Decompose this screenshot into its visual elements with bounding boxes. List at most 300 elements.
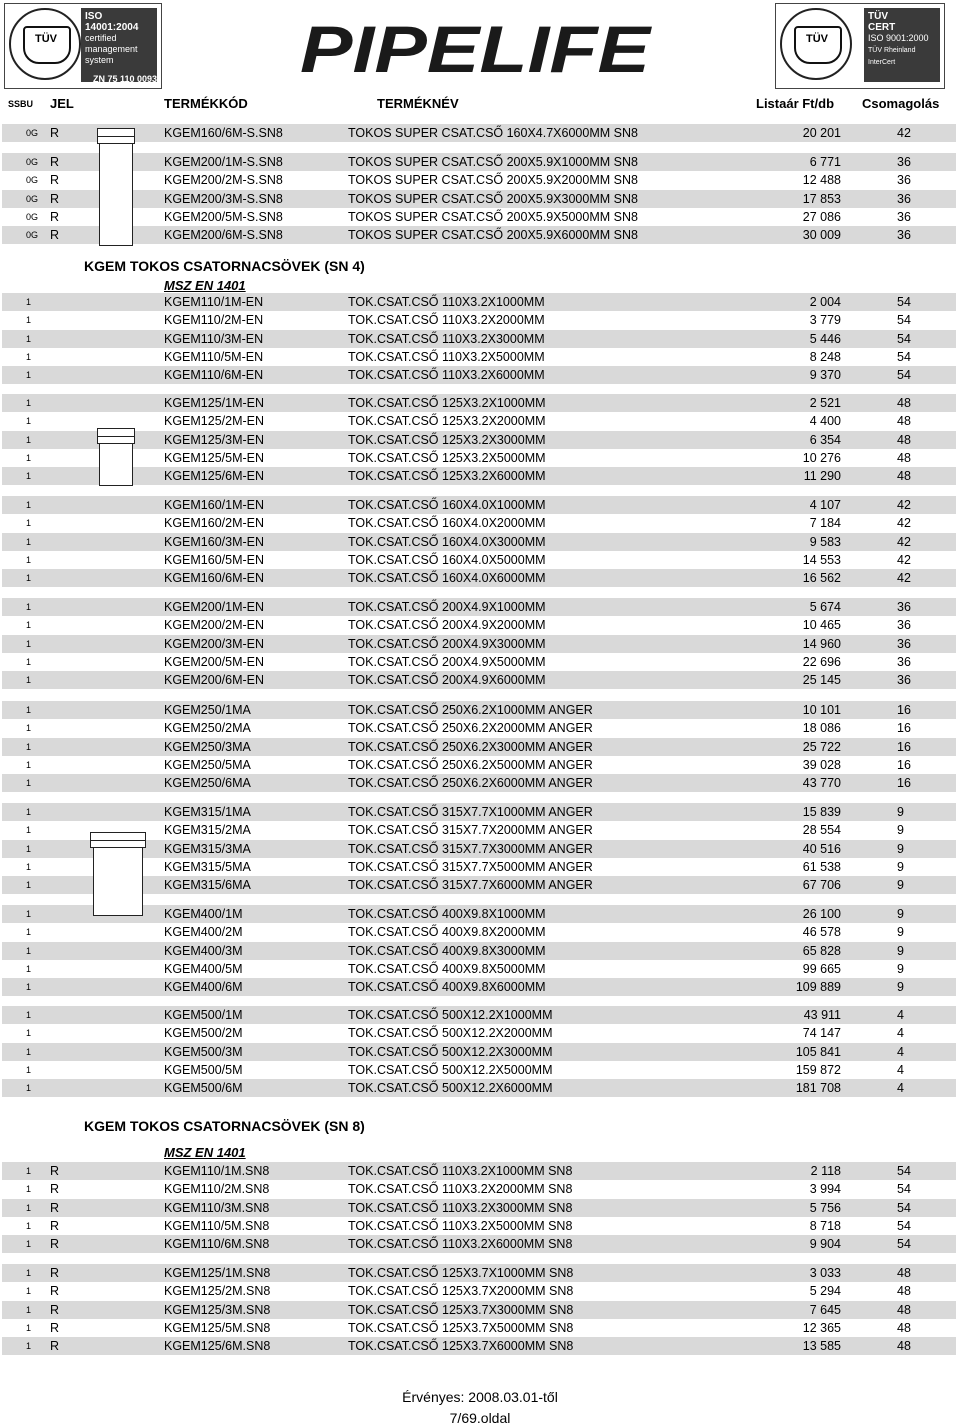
table-row — [2, 293, 956, 311]
cell-name: TOK.CSAT.CSŐ 110X3.2X6000MM SN8 — [348, 1237, 573, 1252]
cell-ssbu: 1 — [26, 602, 32, 612]
cell-name: TOKOS SUPER CSAT.CSŐ 200X5.9X6000MM SN8 — [348, 228, 638, 243]
cell-ssbu: 1 — [26, 675, 32, 686]
cell-pack: 54 — [897, 295, 911, 309]
cell-name: TOK.CSAT.CSŐ 250X6.2X6000MM ANGER — [348, 776, 593, 791]
cell-ssbu: 1 — [26, 723, 32, 734]
cert-text-box: ISO 14001:2004 certified management system — [81, 8, 157, 82]
table-row — [2, 960, 956, 978]
cell-name: TOK.CSAT.CSŐ 500X12.2X6000MM — [348, 1081, 553, 1096]
cell-pack: 36 — [897, 173, 911, 188]
cell-jel: R — [50, 209, 60, 224]
cell-code: KGEM500/5M — [164, 1062, 243, 1077]
cell-pack: 42 — [897, 516, 911, 531]
cell-ssbu: 1 — [26, 1083, 32, 1094]
cell-price: 159 872 — [795, 1062, 841, 1077]
cell-jel: R — [50, 1284, 60, 1299]
table-row — [2, 942, 956, 960]
cell-code: KGEM125/5M.SN8 — [164, 1320, 271, 1335]
cell-pack: 16 — [897, 703, 911, 717]
cell-code: KGEM160/6M-S.SN8 — [164, 126, 283, 140]
cell-code: KGEM110/5M.SN8 — [164, 1218, 270, 1233]
cell-ssbu: 1 — [26, 705, 32, 715]
table-row — [2, 671, 956, 689]
cell-ssbu: 1 — [26, 1304, 32, 1315]
cell-name: TOKOS SUPER CSAT.CSŐ 200X5.9X2000MM SN8 — [348, 173, 638, 188]
cell-jel: R — [50, 191, 60, 206]
cell-pack: 48 — [897, 1302, 911, 1317]
cell-price: 8 718 — [809, 1218, 841, 1233]
cell-price: 6 354 — [809, 432, 841, 447]
cell-price: 20 201 — [802, 126, 841, 140]
table-row — [2, 719, 956, 737]
cell-name: TOK.CSAT.CSŐ 200X4.9X6000MM — [348, 673, 546, 688]
cell-pack: 54 — [897, 1164, 911, 1178]
cell-code: KGEM400/1M — [164, 907, 243, 921]
cell-name: TOK.CSAT.CSŐ 125X3.2X2000MM — [348, 414, 546, 429]
cell-pack: 9 — [897, 841, 904, 856]
cell-name: TOK.CSAT.CSŐ 400X9.8X1000MM — [348, 907, 546, 921]
cell-ssbu: 0G — [26, 157, 39, 167]
cell-code: KGEM110/5M-EN — [164, 349, 264, 364]
cell-ssbu: 1 — [26, 807, 32, 817]
cell-price: 5 756 — [809, 1200, 841, 1215]
cell-code: KGEM250/2MA — [164, 721, 251, 736]
cell-price: 27 086 — [802, 209, 841, 224]
cell-price: 25 145 — [802, 673, 841, 688]
col-header-code: TERMÉKKÓD — [164, 96, 248, 111]
cell-name: TOK.CSAT.CSŐ 200X4.9X2000MM — [348, 618, 546, 633]
cell-code: KGEM400/5M — [164, 961, 243, 976]
cell-pack: 54 — [897, 1218, 911, 1233]
cell-price: 6 771 — [809, 155, 841, 169]
cell-price: 46 578 — [802, 925, 841, 940]
cell-price: 7 184 — [809, 516, 841, 531]
cell-name: TOK.CSAT.CSŐ 110X3.2X1000MM — [348, 295, 545, 309]
cell-ssbu: 1 — [26, 927, 32, 938]
cell-code: KGEM250/3MA — [164, 739, 251, 754]
cell-price: 9 904 — [809, 1237, 841, 1252]
cell-name: TOKOS SUPER CSAT.CSŐ 200X5.9X1000MM SN8 — [348, 155, 638, 169]
section-title-sn4: KGEM TOKOS CSATORNACSÖVEK (SN 4) — [84, 258, 365, 274]
cell-price: 181 708 — [795, 1081, 841, 1096]
cell-pack: 36 — [897, 636, 911, 651]
cell-price: 26 100 — [802, 907, 841, 921]
cell-code: KGEM400/6M — [164, 980, 243, 995]
cell-price: 3 779 — [809, 313, 841, 328]
cell-ssbu: 1 — [26, 759, 32, 770]
table-row — [2, 1319, 956, 1337]
cell-code: KGEM160/6M-EN — [164, 571, 265, 586]
table-row — [2, 431, 956, 449]
cell-ssbu: 1 — [26, 843, 32, 854]
table-row — [2, 738, 956, 756]
table-row — [2, 1079, 956, 1097]
cell-pack: 9 — [897, 961, 904, 976]
cell-pack: 9 — [897, 943, 904, 958]
cell-name: TOK.CSAT.CSŐ 315X7.7X1000MM ANGER — [348, 805, 593, 819]
col-header-pack: Csomagolás — [862, 96, 940, 111]
cell-name: TOK.CSAT.CSŐ 125X3.7X5000MM SN8 — [348, 1320, 574, 1335]
cell-code: KGEM160/1M-EN — [164, 498, 265, 512]
cell-ssbu: 1 — [26, 297, 32, 307]
cell-pack: 36 — [897, 228, 911, 243]
cell-code: KGEM110/2M-EN — [164, 313, 264, 328]
cell-price: 30 009 — [802, 228, 841, 243]
cell-name: TOK.CSAT.CSŐ 110X3.2X5000MM SN8 — [348, 1218, 573, 1233]
table-row — [2, 774, 956, 792]
cell-pack: 42 — [897, 498, 911, 512]
cell-code: KGEM315/5MA — [164, 859, 251, 874]
cell-name: TOK.CSAT.CSŐ 250X6.2X2000MM ANGER — [348, 721, 593, 736]
cell-price: 8 248 — [809, 349, 841, 364]
cell-ssbu: 1 — [26, 1202, 32, 1213]
cell-pack: 54 — [897, 313, 911, 328]
table-row — [2, 551, 956, 569]
cell-price: 9 583 — [809, 534, 841, 549]
table-row — [2, 394, 956, 412]
cell-jel: R — [50, 1164, 60, 1178]
cell-pack: 48 — [897, 432, 911, 447]
cell-name: TOK.CSAT.CSŐ 400X9.8X2000MM — [348, 925, 546, 940]
cell-price: 39 028 — [802, 757, 841, 772]
cell-ssbu: 1 — [26, 398, 32, 408]
cell-pack: 42 — [897, 552, 911, 567]
cell-code: KGEM125/2M.SN8 — [164, 1284, 271, 1299]
table-row — [2, 1006, 956, 1024]
cell-pack: 9 — [897, 805, 904, 819]
cell-code: KGEM125/1M-EN — [164, 396, 265, 410]
cell-ssbu: 1 — [26, 315, 32, 326]
cell-name: TOK.CSAT.CSŐ 160X4.0X3000MM — [348, 534, 546, 549]
cert-number: ZN 75 110 0093 — [93, 74, 158, 84]
cell-ssbu: 1 — [26, 370, 32, 381]
cell-price: 65 828 — [802, 943, 841, 958]
cell-code: KGEM315/3MA — [164, 841, 251, 856]
cell-pack: 54 — [897, 1182, 911, 1197]
table-row — [2, 366, 956, 384]
cell-price: 16 562 — [802, 571, 841, 586]
cell-ssbu: 1 — [26, 909, 32, 919]
cell-price: 4 400 — [809, 414, 841, 429]
cell-pack: 4 — [897, 1062, 904, 1077]
cell-price: 12 488 — [802, 173, 841, 188]
cell-price: 43 911 — [803, 1008, 841, 1022]
cell-price: 13 585 — [802, 1339, 841, 1354]
cell-name: TOKOS SUPER CSAT.CSŐ 160X4.7X6000MM SN8 — [348, 126, 638, 140]
cell-pack: 48 — [897, 1339, 911, 1354]
cell-ssbu: 1 — [26, 1166, 32, 1176]
cell-code: KGEM315/6MA — [164, 878, 251, 893]
cell-name: TOK.CSAT.CSŐ 110X3.2X3000MM SN8 — [348, 1200, 573, 1215]
cell-pack: 42 — [897, 534, 911, 549]
cell-pack: 54 — [897, 1237, 911, 1252]
page-number: 7/69.oldal — [449, 1410, 511, 1426]
cell-price: 61 538 — [802, 859, 841, 874]
cell-price: 74 147 — [802, 1026, 841, 1041]
cell-jel: R — [50, 228, 60, 243]
cell-jel: R — [50, 1320, 60, 1335]
col-header-name: TERMÉKNÉV — [377, 96, 459, 111]
table-row — [2, 412, 956, 430]
cell-price: 43 770 — [802, 776, 841, 791]
table-row — [2, 1061, 956, 1079]
cell-ssbu: 1 — [26, 573, 32, 584]
cell-pack: 16 — [897, 721, 911, 736]
cell-jel: R — [50, 1339, 60, 1354]
cell-ssbu: 1 — [26, 1341, 32, 1352]
cell-name: TOK.CSAT.CSŐ 125X3.2X6000MM — [348, 469, 546, 484]
cell-code: KGEM400/3M — [164, 943, 243, 958]
cell-name: TOK.CSAT.CSŐ 110X3.2X2000MM — [348, 313, 545, 328]
cell-price: 10 101 — [802, 703, 841, 717]
seal-label: TÜV — [35, 33, 57, 45]
cell-ssbu: 1 — [26, 351, 32, 362]
cell-ssbu: 1 — [26, 1322, 32, 1333]
cell-price: 18 086 — [802, 721, 841, 736]
cell-pack: 36 — [897, 209, 911, 224]
tuv-seal-icon — [9, 8, 81, 80]
table-row — [2, 1337, 956, 1355]
cell-pack: 54 — [897, 331, 911, 346]
cell-price: 12 365 — [802, 1320, 841, 1335]
cell-ssbu: 1 — [26, 452, 32, 463]
cell-price: 40 516 — [802, 841, 841, 856]
cell-price: 3 033 — [809, 1266, 841, 1280]
cell-code: KGEM125/3M.SN8 — [164, 1302, 271, 1317]
cell-price: 9 370 — [809, 368, 841, 383]
cell-code: KGEM500/3M — [164, 1044, 243, 1059]
table-row — [2, 514, 956, 532]
cell-price: 22 696 — [802, 654, 841, 669]
cell-ssbu: 1 — [26, 1286, 32, 1297]
cell-ssbu: 1 — [26, 554, 32, 565]
cell-jel: R — [50, 1266, 60, 1280]
cell-ssbu: 1 — [26, 333, 32, 344]
table-row — [2, 756, 956, 774]
cell-code: KGEM125/1M.SN8 — [164, 1266, 271, 1280]
cell-jel: R — [50, 1218, 60, 1233]
col-header-ssbu: SSBU — [8, 99, 34, 109]
pipe-icon — [97, 128, 135, 246]
cell-ssbu: 1 — [26, 825, 32, 836]
cell-price: 5 294 — [809, 1284, 841, 1299]
cell-pack: 16 — [897, 757, 911, 772]
cell-code: KGEM125/6M.SN8 — [164, 1339, 271, 1354]
cell-ssbu: 0G — [26, 230, 39, 241]
cell-pack: 16 — [897, 776, 911, 791]
cell-pack: 9 — [897, 980, 904, 995]
cell-code: KGEM110/3M-EN — [164, 331, 264, 346]
cell-code: KGEM250/5MA — [164, 757, 251, 772]
cell-ssbu: 0G — [26, 175, 39, 186]
cell-price: 2 521 — [809, 396, 841, 410]
cell-pack: 4 — [897, 1044, 904, 1059]
table-row — [2, 1180, 956, 1198]
cell-pack: 54 — [897, 349, 911, 364]
cell-pack: 48 — [897, 1284, 911, 1299]
table-row — [2, 569, 956, 587]
cell-code: KGEM200/6M-EN — [164, 673, 265, 688]
cell-ssbu: 1 — [26, 1220, 32, 1231]
cell-name: TOK.CSAT.CSŐ 110X3.2X6000MM — [348, 368, 545, 383]
iso-14001-certificate-badge — [4, 3, 162, 89]
cell-ssbu: 1 — [26, 620, 32, 631]
cell-code: KGEM200/1M-S.SN8 — [164, 155, 283, 169]
cell-jel: R — [50, 1200, 60, 1215]
cell-name: TOK.CSAT.CSŐ 125X3.2X5000MM — [348, 450, 546, 465]
cell-price: 14 553 — [802, 552, 841, 567]
table-row — [2, 348, 956, 366]
cell-pack: 48 — [897, 414, 911, 429]
cell-name: TOK.CSAT.CSŐ 200X4.9X1000MM — [348, 600, 546, 614]
cell-jel: R — [50, 173, 60, 188]
cell-name: TOK.CSAT.CSŐ 400X9.8X3000MM — [348, 943, 546, 958]
cell-code: KGEM200/3M-EN — [164, 636, 265, 651]
cell-pack: 48 — [897, 1320, 911, 1335]
cell-name: TOK.CSAT.CSŐ 315X7.7X6000MM ANGER — [348, 878, 593, 893]
col-header-price: Listaár Ft/db — [756, 96, 835, 111]
cell-code: KGEM200/5M-S.SN8 — [164, 209, 283, 224]
table-row — [2, 923, 956, 941]
cell-price: 5 674 — [809, 600, 841, 614]
table-row — [2, 1301, 956, 1319]
cell-name: TOKOS SUPER CSAT.CSŐ 200X5.9X3000MM SN8 — [348, 191, 638, 206]
cell-ssbu: 1 — [26, 416, 32, 427]
cell-code: KGEM160/2M-EN — [164, 516, 265, 531]
cell-pack: 9 — [897, 878, 904, 893]
cell-code: KGEM315/1MA — [164, 805, 251, 819]
table-row — [2, 803, 956, 821]
cell-jel: R — [50, 1302, 60, 1317]
cell-pack: 4 — [897, 1008, 904, 1022]
cell-ssbu: 1 — [26, 518, 32, 529]
cell-pack: 36 — [897, 191, 911, 206]
cell-ssbu: 0G — [26, 193, 39, 204]
cell-ssbu: 1 — [26, 982, 32, 993]
cell-pack: 9 — [897, 823, 904, 838]
cell-ssbu: 1 — [26, 656, 32, 667]
cell-pack: 9 — [897, 859, 904, 874]
table-row — [2, 311, 956, 329]
table-row — [2, 208, 956, 226]
cell-price: 17 853 — [802, 191, 841, 206]
cell-pack: 9 — [897, 907, 904, 921]
cell-name: TOK.CSAT.CSŐ 250X6.2X5000MM ANGER — [348, 757, 593, 772]
cell-pack: 42 — [897, 126, 911, 140]
cell-name: TOK.CSAT.CSŐ 400X9.8X5000MM — [348, 961, 546, 976]
cell-code: KGEM110/1M-EN — [164, 295, 264, 309]
cell-code: KGEM160/5M-EN — [164, 552, 265, 567]
table-row — [2, 124, 956, 142]
cell-name: TOK.CSAT.CSŐ 160X4.0X5000MM — [348, 552, 546, 567]
cell-ssbu: 1 — [26, 1010, 32, 1020]
cell-ssbu: 0G — [26, 211, 39, 222]
table-row — [2, 171, 956, 189]
cell-code: KGEM110/6M.SN8 — [164, 1237, 270, 1252]
pipelife-logo — [300, 14, 660, 84]
cell-ssbu: 1 — [26, 1268, 32, 1278]
cell-code: KGEM110/3M.SN8 — [164, 1200, 270, 1215]
cell-pack: 54 — [897, 368, 911, 383]
cell-code: KGEM110/2M.SN8 — [164, 1182, 270, 1197]
seal-label: TÜV — [806, 33, 828, 45]
cell-pack: 16 — [897, 739, 911, 754]
cell-ssbu: 1 — [26, 963, 32, 974]
cell-name: TOK.CSAT.CSŐ 200X4.9X3000MM — [348, 636, 546, 651]
cell-name: TOK.CSAT.CSŐ 500X12.2X2000MM — [348, 1026, 553, 1041]
cell-code: KGEM500/1M — [164, 1008, 243, 1022]
cell-name: TOKOS SUPER CSAT.CSŐ 200X5.9X5000MM SN8 — [348, 209, 638, 224]
cell-name: TOK.CSAT.CSŐ 400X9.8X6000MM — [348, 980, 546, 995]
cell-name: TOK.CSAT.CSŐ 125X3.2X3000MM — [348, 432, 546, 447]
cell-pack: 36 — [897, 654, 911, 669]
pipe-icon — [90, 832, 146, 916]
cell-name: TOK.CSAT.CSŐ 500X12.2X3000MM — [348, 1044, 553, 1059]
tuv-seal-icon — [780, 8, 852, 80]
cell-pack: 36 — [897, 618, 911, 633]
cell-price: 99 665 — [802, 961, 841, 976]
cell-name: TOK.CSAT.CSŐ 110X3.2X2000MM SN8 — [348, 1182, 573, 1197]
table-row — [2, 1235, 956, 1253]
svg-text:PIPELIFE: PIPELIFE — [300, 14, 653, 84]
cell-pack: 36 — [897, 600, 911, 614]
cell-ssbu: 1 — [26, 638, 32, 649]
cell-ssbu: 1 — [26, 471, 32, 482]
cell-ssbu: 1 — [26, 741, 32, 752]
cell-ssbu: 1 — [26, 778, 32, 789]
cell-pack: 4 — [897, 1026, 904, 1041]
table-row — [2, 533, 956, 551]
cell-code: KGEM315/2MA — [164, 823, 251, 838]
cell-name: TOK.CSAT.CSŐ 125X3.2X1000MM — [348, 396, 546, 410]
table-row — [2, 1043, 956, 1061]
cell-jel: R — [50, 155, 60, 169]
validity-date: Érvényes: 2008.03.01-től — [402, 1389, 558, 1405]
cell-price: 5 446 — [809, 331, 841, 346]
cell-pack: 36 — [897, 673, 911, 688]
table-row — [2, 1199, 956, 1217]
section-title-sn8: KGEM TOKOS CSATORNACSÖVEK (SN 8) — [84, 1118, 365, 1134]
table-row — [2, 330, 956, 348]
cell-price: 2 004 — [809, 295, 841, 309]
cell-code: KGEM125/5M-EN — [164, 450, 265, 465]
cell-code: KGEM110/1M.SN8 — [164, 1164, 270, 1178]
table-row — [2, 449, 956, 467]
cell-name: TOK.CSAT.CSŐ 315X7.7X2000MM ANGER — [348, 823, 593, 838]
cell-ssbu: 1 — [26, 1239, 32, 1250]
cell-ssbu: 1 — [26, 1028, 32, 1039]
table-row — [2, 1024, 956, 1042]
table-row — [2, 467, 956, 485]
col-header-jel: JEL — [50, 96, 74, 111]
table-row — [2, 190, 956, 208]
cell-price: 14 960 — [802, 636, 841, 651]
cell-pack: 42 — [897, 571, 911, 586]
cell-name: TOK.CSAT.CSŐ 160X4.0X6000MM — [348, 571, 546, 586]
cell-name: TOK.CSAT.CSŐ 110X3.2X5000MM — [348, 349, 545, 364]
cell-ssbu: 1 — [26, 1184, 32, 1195]
cell-name: TOK.CSAT.CSŐ 500X12.2X1000MM — [348, 1008, 553, 1022]
table-row — [2, 616, 956, 634]
cell-pack: 54 — [897, 1200, 911, 1215]
table-row — [2, 635, 956, 653]
cell-code: KGEM125/6M-EN — [164, 469, 265, 484]
cell-ssbu: 1 — [26, 880, 32, 891]
cell-pack: 48 — [897, 450, 911, 465]
table-row — [2, 1264, 956, 1282]
cell-code: KGEM200/1M-EN — [164, 600, 265, 614]
